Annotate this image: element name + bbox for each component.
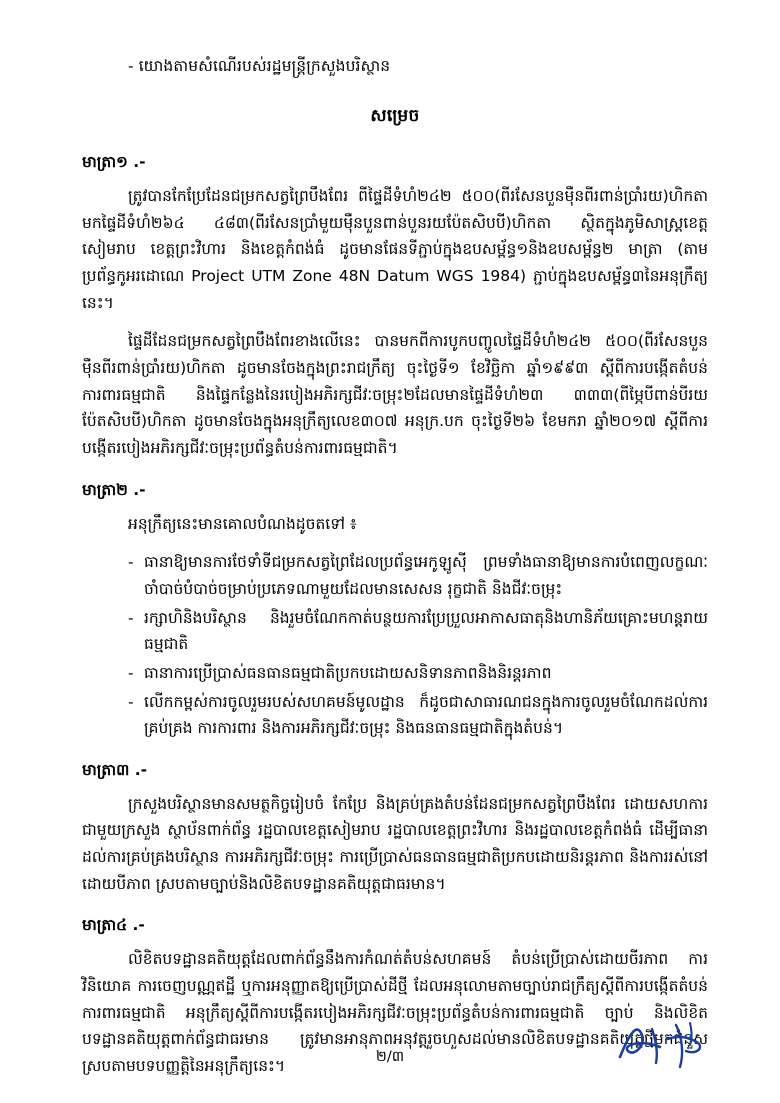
signature-mark <box>612 1017 722 1075</box>
article-paragraph: អនុក្រឹត្យនេះមានគោលបំណងដូចតទៅ ៖ <box>128 514 357 533</box>
page-number: ២/៣ <box>375 1049 405 1065</box>
dash-icon: - <box>128 553 134 572</box>
article-paragraph: លិខិតបទដ្ឋានគតិយុត្តដែលពាក់ព័ន្ធនឹងការកំណត់តំបន់សហគមន៍ តំបន់ប្រើប្រាស់ដោយចីរភាព ការវិនិយោគ ការចេញបណ្ណឥដ្ឋី ឬការអនុញ្ញាតឱ្យប្រើប្រាស់ដីថ្មី ដែលអនុលោមតាមច្បាប់រាជក្រឹត្យស្តីពីការបង្កើតតំបន់ការពារធម្មជាតិ អនុក្រឹត្យស្តីពីការបង្កើតរបៀងអភិរក្សជីវៈចម្រុះប្រព័ន្ធតំបន់ការពារធម្មជាតិ ច្បាប់ និងលិខិតបទដ្ឋានគតិយុត្តពាក់ព័ន្ធជាធរមាន ត្រូវមានអានុភាពអនុវត្តរួចហួសដល់មានលិខិតបទដ្ឋានគតិយុត្តថ្មីមកជំនួសស្របតាមបទបញ្ញត្តិនៃអនុក្រឹត្យនេះ។ <box>82 950 708 1076</box>
signature-icon <box>612 1017 722 1075</box>
list-item-label: រក្សាហិនិងបរិស្ថាន និងរួមចំណែកកាត់បន្ថយការប្រែប្រួលអាកាសធាតុនិងហានិភ័យគ្រោះមហន្តរាយធម្មជាតិ <box>144 608 708 654</box>
list-item-label: ធានាការប្រើប្រាស់ធនធានធម្មជាតិប្រកបដោយសនិទានភាពនិងនិរន្តរភាព <box>144 663 552 682</box>
list-item <box>128 549 708 602</box>
list-item-label: ធានាឱ្យមានការថែទាំទីជម្រកសត្វព្រៃដែលប្រព័ន្ធអេកូឡូស៊ី ព្រមទាំងធានាឱ្យមានការបំពេញលក្ខណៈចាំបាច់បំបាច់ចម្រាប់ប្រភេទណាមួយដែលមានសេសន រុក្ខជាតិ និងជីវៈចម្រុះ <box>144 553 708 598</box>
article-paragraph: ត្រូវបានកែប្រែដែនជម្រកសត្វព្រៃបឹងពែរ ពីផ្ទៃដីទំហំ២៤២ ៥០០(ពីរសែនបួនម៉ឺនពីរពាន់ប្រាំរយ)ហិកតា មកផ្ទៃដីទំហំ២៦៤ ៤៨៣(ពីរសែនប្រាំមួយម៉ឺនបួនពាន់បួនរយប៉ែតសិបបី)ហិកតា ស្ថិតក្នុងភូមិសាស្ត្រខេត្តសៀមរាប ខេត្តព្រះវិហារ និងខេត្តកំពង់ធំ ដូចមានផែនទីភ្ជាប់ក្នុងឧបសម្ព័ន្ធ១និងឧបសម្ព័ន្ធ២ មាត្រា (តាមប្រព័ន្ធកូអរដោណេ Project UTM Zone 48N Datum WGS 1984) ភ្ជាប់ក្នុងឧបសម្ព័ន្ធ៣នៃអនុក្រឹត្យនេះ។ <box>82 187 708 312</box>
article-2-bullet-list <box>82 549 708 742</box>
article-heading-2: មាត្រា២ .- <box>82 480 146 499</box>
list-item <box>128 605 708 658</box>
article-paragraph: ក្រសួងបរិស្ថានមានសមត្ថកិច្ចរៀបចំ កែប្រែ និងគ្រប់គ្រងតំបន់ដែនជម្រកសត្វព្រៃបឹងពែរ ដោយសហការជាមួយក្រសួង ស្ថាប័នពាក់ព័ន្ធ រដ្ឋបាលខេត្តសៀមរាប រដ្ឋបាលខេត្តព្រះវិហារ និងរដ្ឋបាលខេត្តកំពង់ធំ ដើម្បីធានាដល់ការគ្រប់គ្រងបរិស្ថាន ការអភិរក្សជីវៈចម្រុះ ការប្រើប្រាស់ធនធានធម្មជាតិប្រកបដោយនិរន្តរភាព និងការរស់នៅដោយបីភាព ស្របតាមច្បាប់និងលិខិតបទដ្ឋានគតិយុត្តជាធរមាន។ <box>82 794 708 893</box>
list-item-label: លើកកម្ពស់ការចូលរួមរបស់សហគមន៍មូលដ្ឋាន ក៏ដូចជាសាធារណជនក្នុងការចូលរួមចំណែកដល់ការគ្រប់គ្រង ការការពារ និងការអភិរក្សជីវៈចម្រុះ និងធនធានធម្មជាតិក្នុងតំបន់។ <box>144 692 708 738</box>
dash-icon: - <box>128 608 134 627</box>
page-title: សម្រេច <box>370 106 420 126</box>
article-heading-3: មាត្រា៣ .- <box>82 760 148 779</box>
article-paragraph: ផ្ទៃដីដែនជម្រកសត្វព្រៃបឹងពែរខាងលើនេះ បានមកពីការបូកបញ្ចូលផ្ទៃដីទំហំ២៤២ ៥០០(ពីរសែនបួនម៉ឺនពីរពាន់ប្រាំរយ)ហិកតា ដូចមានចែងក្នុងព្រះរាជក្រឹត្យ ចុះថ្ងៃទី១ ខែវិច្ឆិកា ឆ្នាំ១៩៩៣ ស្តីពីការបង្កើតតំបន់ការពារធម្មជាតិ និងផ្ទៃកន្លែងនៃរបៀងអភិរក្សជីវៈចម្រុះ២ដែលមានផ្ទៃដីទំហំ២៣ ៣៣៣(ពីម្ភៃបីពាន់បីរយប៉ែតសិបបី)ហិកតា ដូចមានចែងក្នុងអនុក្រឹត្យលេខ៣០៧ អនុក្រ.បក ចុះថ្ងៃទី២៦ ខែមករា ឆ្នាំ២០១៧ ស្តីពីការបង្កើតរបៀងអភិរក្សជីវៈចម្រុះប្រព័ន្ធតំបន់ការពារធម្មជាតិ។ <box>82 332 708 457</box>
dash-icon: - <box>128 692 134 711</box>
article-heading-1: មាត្រា១ .- <box>82 153 146 171</box>
article-heading-4: មាត្រា៤ .- <box>82 916 145 935</box>
list-item <box>128 689 708 742</box>
intro-line: - យោងតាមសំណើរបស់រដ្ឋមន្ត្រីក្រសួងបរិស្ថាន <box>128 57 391 75</box>
dash-icon: - <box>128 663 134 682</box>
list-item <box>128 660 708 687</box>
